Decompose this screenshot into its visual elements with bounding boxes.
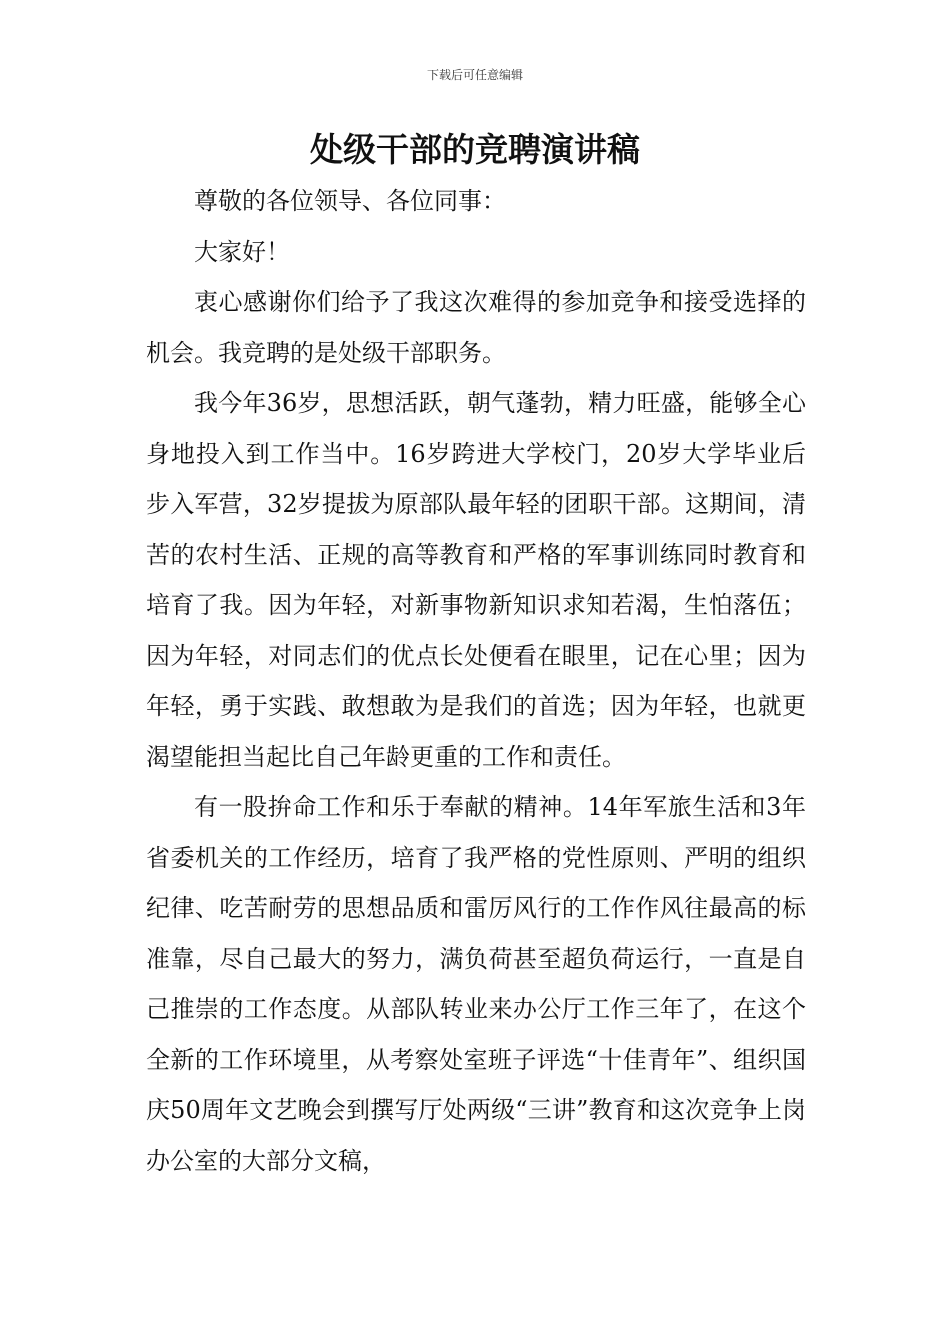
document-title: 处级干部的竞聘演讲稿 [310,130,640,169]
paragraph-dedication: 有一股拚命工作和乐于奉献的精神。14年军旅生活和3年省委机关的工作经历，培育了我严格的党性原则、严明的组织纪律、吃苦耐劳的思想品质和雷厉风行的工作作风往最高的标准靠，尽自己最大的努力，满负荷甚至超负荷运行，一直是自己推崇的工作态度。从部队转业来办公厅工作三年了，在这个全新的工作环境里，从考察处室班子评选“十佳青年”、组织国庆50周年文艺晚会到撰写厅处两级“三讲”教育和这次竞争上岗办公室的大部分文稿， [146,793,806,1175]
header-note: 下载后可任意编辑 [426,68,523,82]
greeting: 大家好！ [194,237,290,266]
salutation: 尊敬的各位领导、各位同事： [194,187,506,215]
document-body [146,176,806,1186]
paragraph-background: 我今年36岁，思想活跃，朝气蓬勃，精力旺盛，能够全心身地投入到工作当中。16岁跨进大学校门，20岁大学毕业后步入军营，32岁提拔为原部队最年轻的团职干部。这期间，清苦的农村生活、正规的高等教育和严格的军事训练同时教育和培育了我。因为年轻，对新事物新知识求知若渴，生怕落伍；因为年轻，对同志们的优点长处便看在眼里，记在心里；因为年轻，勇于实践、敢想敢为是我们的首选；因为年轻，也就更渴望能担当起比自己年龄更重的工作和责任。 [146,389,806,771]
paragraph-thanks: 衷心感谢你们给予了我这次难得的参加竞争和接受选择的机会。我竞聘的是处级干部职务。 [146,288,806,367]
